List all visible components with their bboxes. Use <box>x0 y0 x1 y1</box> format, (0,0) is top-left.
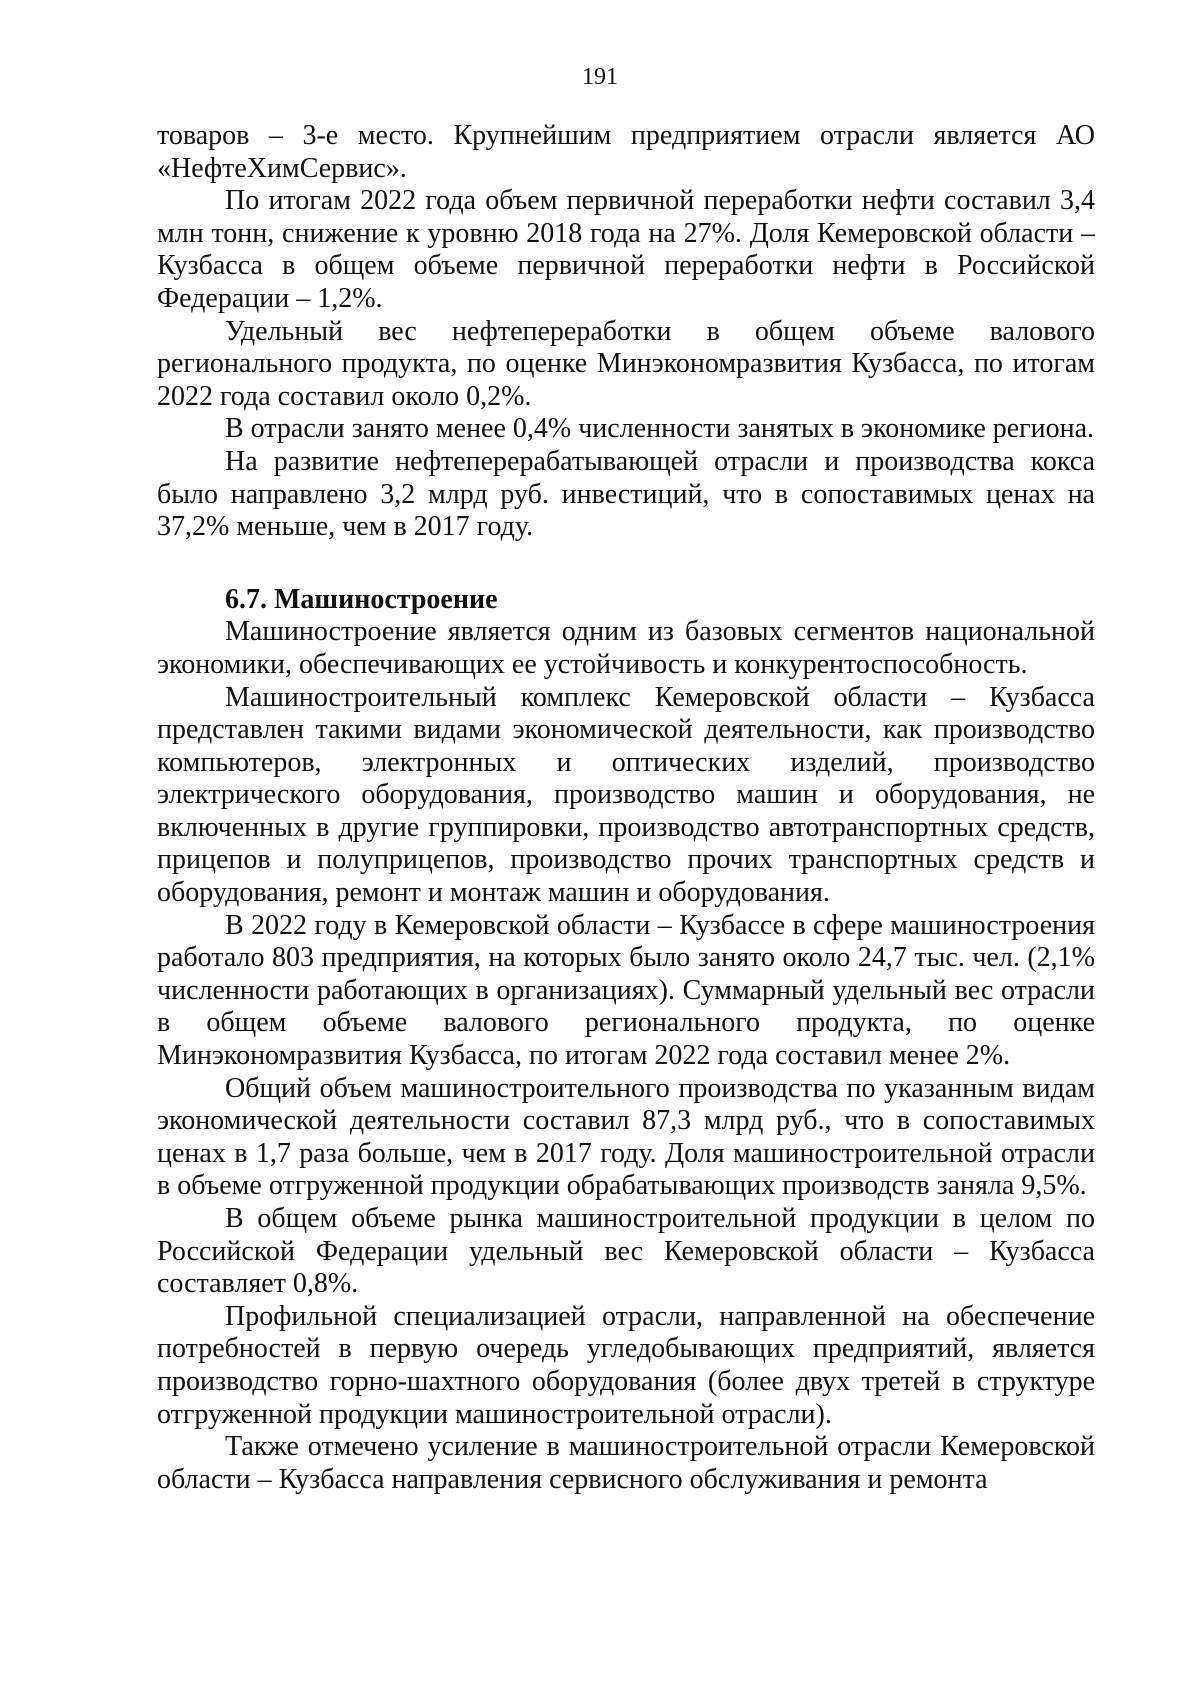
paragraph: товаров – 3-е место. Крупнейшим предприятием отрасли является АО «НефтеХимСервис». <box>157 120 1095 184</box>
section-heading: 6.7. Машиностроение <box>225 583 498 615</box>
paragraph: В общем объеме рынка машиностроительной продукции в целом по Российской Федерации удельный вес Кемеровской области – Кузбасса составляет 0,8%. <box>157 1203 1095 1300</box>
paragraph: Машиностроение является одним из базовых сегментов национальной экономики, обеспечивающих ее устойчивость и конкурентоспособность. <box>157 616 1095 680</box>
paragraph: В отрасли занято менее 0,4% численности занятых в экономике региона. <box>225 413 1095 445</box>
paragraph: Удельный вес нефтепереработки в общем объеме валового регионального продукта, по оценке Минэкономразвития Кузбасса, по итогам 2022 года составил около 0,2%. <box>157 315 1095 412</box>
paragraph: Также отмечено усиление в машиностроительной отрасли Кемеровской области – Кузбасса направления сервисного обслуживания и ремонта <box>157 1431 1095 1495</box>
paragraph: По итогам 2022 года объем первичной переработки нефти составил 3,4 млн тонн, снижение к уровню 2018 года на 27%. Доля Кемеровской области – Кузбасса в общем объеме первичной переработки нефти в Российской Федерации – 1,2%. <box>157 185 1095 314</box>
document-body <box>157 120 1095 1496</box>
paragraph: Машиностроительный комплекс Кемеровской области – Кузбасса представлен такими видами экономической деятельности, как производство компьютеров, электронных и оптических изделий, производство электрического оборудования, производство машин и оборудования, не включенных в другие группировки, производство автотранспортных средств, прицепов и полуприцепов, производство прочих транспортных средств и оборудования, ремонт и монтаж машин и оборудования. <box>157 681 1095 909</box>
paragraph: На развитие нефтеперерабатывающей отрасли и производства кокса было направлено 3,2 млрд руб. инвестиций, что в сопоставимых ценах на 37,2% меньше, чем в 2017 году. <box>157 445 1095 543</box>
paragraph: В 2022 году в Кемеровской области – Кузбассе в сфере машиностроения работало 803 предприятия, на которых было занято около 24,7 тыс. чел. (2,1% численности работающих в организациях). Суммарный удельный вес отрасли в общем объеме валового регионального продукта, по оценке Минэкономразвития Кузбасса, по итогам 2022 года составил менее 2%. <box>157 909 1095 1072</box>
paragraph: Общий объем машиностроительного производства по указанным видам экономической деятельности составил 87,3 млрд руб., что в сопоставимых ценах в 1,7 раза больше, чем в 2017 году. Доля машиностроительной отрасли в объеме отгруженной продукции обрабатывающих производств заняла 9,5%. <box>157 1072 1095 1202</box>
paragraph: Профильной специализацией отрасли, направленной на обеспечение потребностей в первую очередь угледобывающих предприятий, является производство горно-шахтного оборудования (более двух третей в структуре отгруженной продукции машиностроительной отрасли). <box>157 1300 1095 1430</box>
page-number: 191 <box>582 64 618 90</box>
